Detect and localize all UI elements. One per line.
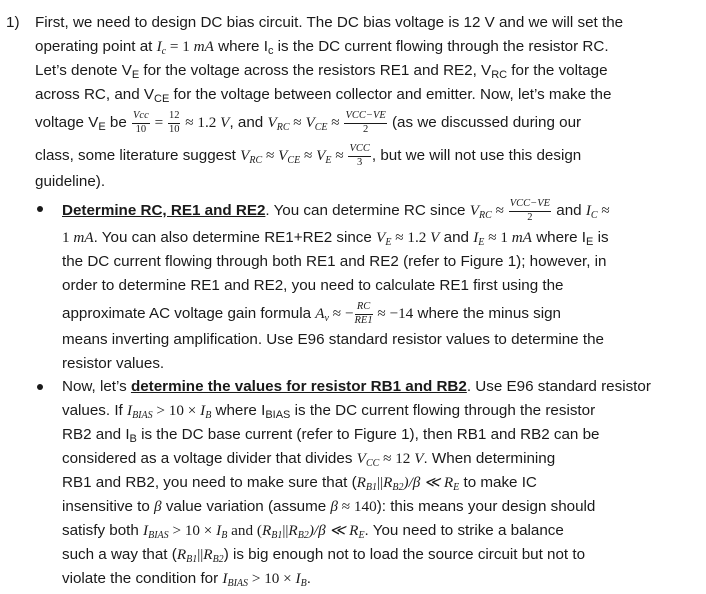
bullet1-line-4: order to determine RE1 and RE2, you need to calculate RE1 first using the [62,277,564,294]
bullet2-line-9: violate the condition for $I_{BIAS} > 10 \times I_B$. [62,570,311,589]
fraction-vcc-minus-ve-over-2: $\frac{\text{VCC−VE}}{2}$ [345,110,386,135]
fraction-vcc-over-3: $\frac{\text{VCC}}{3}$ [349,143,370,168]
bullet-dot-2 [37,384,43,390]
bullet1-line-7: resistor values. [62,355,165,372]
bullet2-line-2: values. If $I_{BIAS} > 10 \times I_B$ where $I_{BIAS}$ is the DC current flowing through the resistor [62,402,596,421]
fraction-12-over-10: $\frac{12}{10}$ [168,110,180,135]
fraction-vcc-minus-ve-over-2: $\frac{\text{VCC−VE}}{2}$ [509,198,551,223]
paragraph-line-4: across RC, and $V_{CE}$ for the voltage between collector and emitter. Now, let’s make the [35,86,612,105]
paragraph-line-6: class, some literature suggest $V_{RC} \approx V_{CE} \approx V_E$ ≈ $\frac{\text{VCC}}{3}$ , but we will not use this design [35,143,582,168]
bullet2-line-5: RB1 and RB2, you need to make sure that $(R_{B1}||R_{B2})/\beta$ ≪ $R_E$ to make IC [62,474,537,493]
bullet1-line-6: means inverting amplification. Use E96 standard resistor values to determine the [62,331,604,348]
bullet2-line-4: considered as a voltage divider that divides $V_{CC} \approx 12$ V. When determining [62,450,556,469]
bullet1-line-5: approximate AC voltage gain formula $A_v$ ≈ − $\frac{RC}{RE1}$ ≈ −14 where the minus sign [62,301,561,326]
bullet2-line-8: such a way that $(R_{B1}||R_{B2})$ is big enough not to load the source circuit but not to [62,546,586,565]
bullet2-line-1: Now, let’s determine the values for resistor RB1 and RB2. Use E96 standard resistor [62,378,651,395]
paragraph-line-1: First, we need to design DC bias circuit. The DC bias voltage is 12 V and we will set the [35,14,624,31]
bullet1-line-1: Determine RC, RE1 and RE2. You can determine RC since $V_{RC}$ ≈ $\frac{\text{VCC−VE}}{2}$ and $I_C$ ≈ [62,198,610,223]
bullet2-line-3: RB2 and $I_B$ is the DC base current (refer to Figure 1), then RB1 and RB2 can be [62,426,600,445]
paragraph-line-7: guideline). [35,173,106,190]
fraction-rc-over-re1: $\frac{RC}{RE1}$ [354,301,373,326]
paragraph-line-3: Let’s denote $V_E$ for the voltage across the resistors RE1 and RE2, $V_{RC}$ for the voltage [35,62,608,81]
paragraph-line-2: operating point at $I_c = 1$ mA where $I_c$ is the DC current flowing through the resistor RC. [35,38,609,57]
item-number: 1) [6,14,20,31]
bullet1-line-2: 1 mA. You can also determine RE1+RE2 since $V_E \approx 1.2$ V and $I_E \approx 1$ mA where $I_E$ is [62,229,609,248]
bullet2-line-6: insensitive to β value variation (assume β ≈ 140): this means your design should [62,498,596,515]
fraction-vcc-over-10: $\frac{\text{Vcc}}{10}$ [133,110,149,135]
bullet1-line-3: the DC current flowing through both RE1 and RE2 (refer to Figure 1); however, in [62,253,607,270]
bullet2-line-7: satisfy both $I_{BIAS} > 10 \times I_B$ and $(R_{B1}||R_{B2})/\beta$ ≪ $R_E$. You need to strike a balance [62,522,564,541]
paragraph-line-5: voltage $V_E$ be $\frac{\text{Vcc}}{10}$ = $\frac{12}{10}$ ≈ 1.2 V, and $V_{RC} \approx V_{CE}$ ≈ $\frac{\text{VCC−VE}}{2}$ (as we discussed during our [35,110,582,135]
bullet-dot-1 [37,206,43,212]
bullet2-title: determine the values for resistor RB1 and RB2 [130,378,467,395]
bullet1-title: Determine RC, RE1 and RE2 [62,202,266,220]
